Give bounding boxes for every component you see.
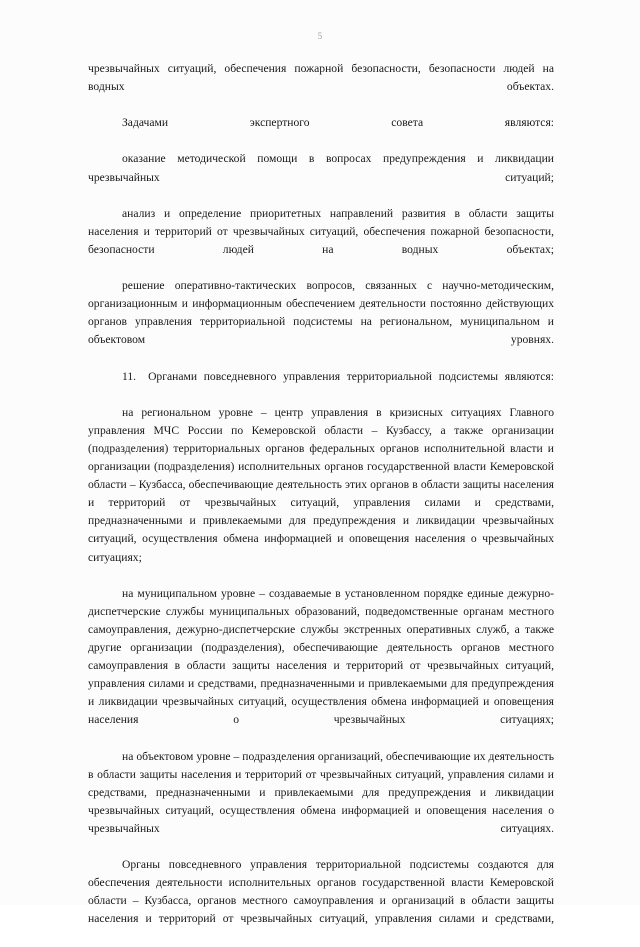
paragraph-text: Органами повседневного управления территориальной подсистемы являются: <box>148 369 554 383</box>
paragraph <box>88 856 554 946</box>
paragraph-text: Органы повседневного управления территориальной подсистемы создаются для обеспечения деятельности исполнительных органов государственной власти Кемеровской области – Кузбасса, органов местного самоуправления и организаций в области защиты населения и территорий от чрезвычайных ситуаций, управления силами и средствами, <box>88 858 554 926</box>
paragraph-text: чрезвычайных ситуаций, обеспечения пожарной безопасности, безопасности людей на водных объектах. <box>88 62 554 94</box>
paragraph-text: на региональном уровне – центр управления в кризисных ситуациях Главного управления МЧС России по Кемеровской области – Кузбассу, а также организации (подразделения) территориальных органов федеральных органов исполнительной власти и организации (подразделения) исполнительных органов государственной власти Кемеровской области – Кузбасса, обеспечивающие деятельность этих органов в области защиты населения и территорий от чрезвычайных ситуаций, управления силами и средствами, предназначенными и привлекаемыми для предупреждения и ликвидации чрезвычайных ситуаций, осуществления обмена информацией и оповещения населения о чрезвычайных ситуациях; <box>88 405 554 564</box>
paragraph-text: на муниципальном уровне – создаваемые в установленном порядке единые дежурно-диспетчерские службы муниципальных образований, подведомственные органам местного самоуправления, дежурно-диспетчерские службы экстренных оперативных служб, а также другие организации (подразделения), обеспечивающие деятельность органов местного самоуправления в области защиты населения и территорий от чрезвычайных ситуаций, управления силами и средствами, предназначенными и привлекаемыми для предупреждения и ликвидации чрезвычайных ситуаций, осуществления обмена информацией и оповещения населения о чрезвычайных ситуациях; <box>88 586 554 727</box>
paragraph <box>88 150 554 204</box>
paragraph-text: анализ и определение приоритетных направлений развития в области защиты населения и территорий от чрезвычайных ситуаций, обеспечения пожарной безопасности, безопасности людей на водных объектах; <box>88 206 554 256</box>
paragraph <box>88 748 554 857</box>
paragraph-number: 11. <box>122 369 137 383</box>
paragraph <box>88 205 554 277</box>
paragraph <box>88 368 554 404</box>
paragraph-text: решение оперативно-тактических вопросов, связанных с научно-методическим, организационным и информационным обеспечением деятельности постоянно действующих органов управления территориальной подсистемы на региональном, муниципальном и объектовом уровнях. <box>88 279 554 347</box>
paragraph-text: оказание методической помощи в вопросах предупреждения и ликвидации чрезвычайных ситуаций; <box>88 152 554 184</box>
page-number: 5 <box>317 31 323 41</box>
paragraph-text: на объектовом уровне – подразделения организаций, обеспечивающие их деятельность в области защиты населения и территорий от чрезвычайных ситуаций, управления силами и средствами, предназначенными и привлекаемыми для предупреждения и ликвидации чрезвычайных ситуаций, осуществления обмена информацией и оповещения населения о чрезвычайных ситуациях. <box>88 749 554 835</box>
paragraph <box>88 277 554 367</box>
document-body <box>88 60 554 947</box>
paragraph <box>88 114 554 150</box>
paragraph <box>88 585 554 748</box>
paragraph-text: Задачами экспертного совета являются: <box>122 116 554 130</box>
paragraph <box>88 60 554 114</box>
paragraph <box>88 404 554 585</box>
